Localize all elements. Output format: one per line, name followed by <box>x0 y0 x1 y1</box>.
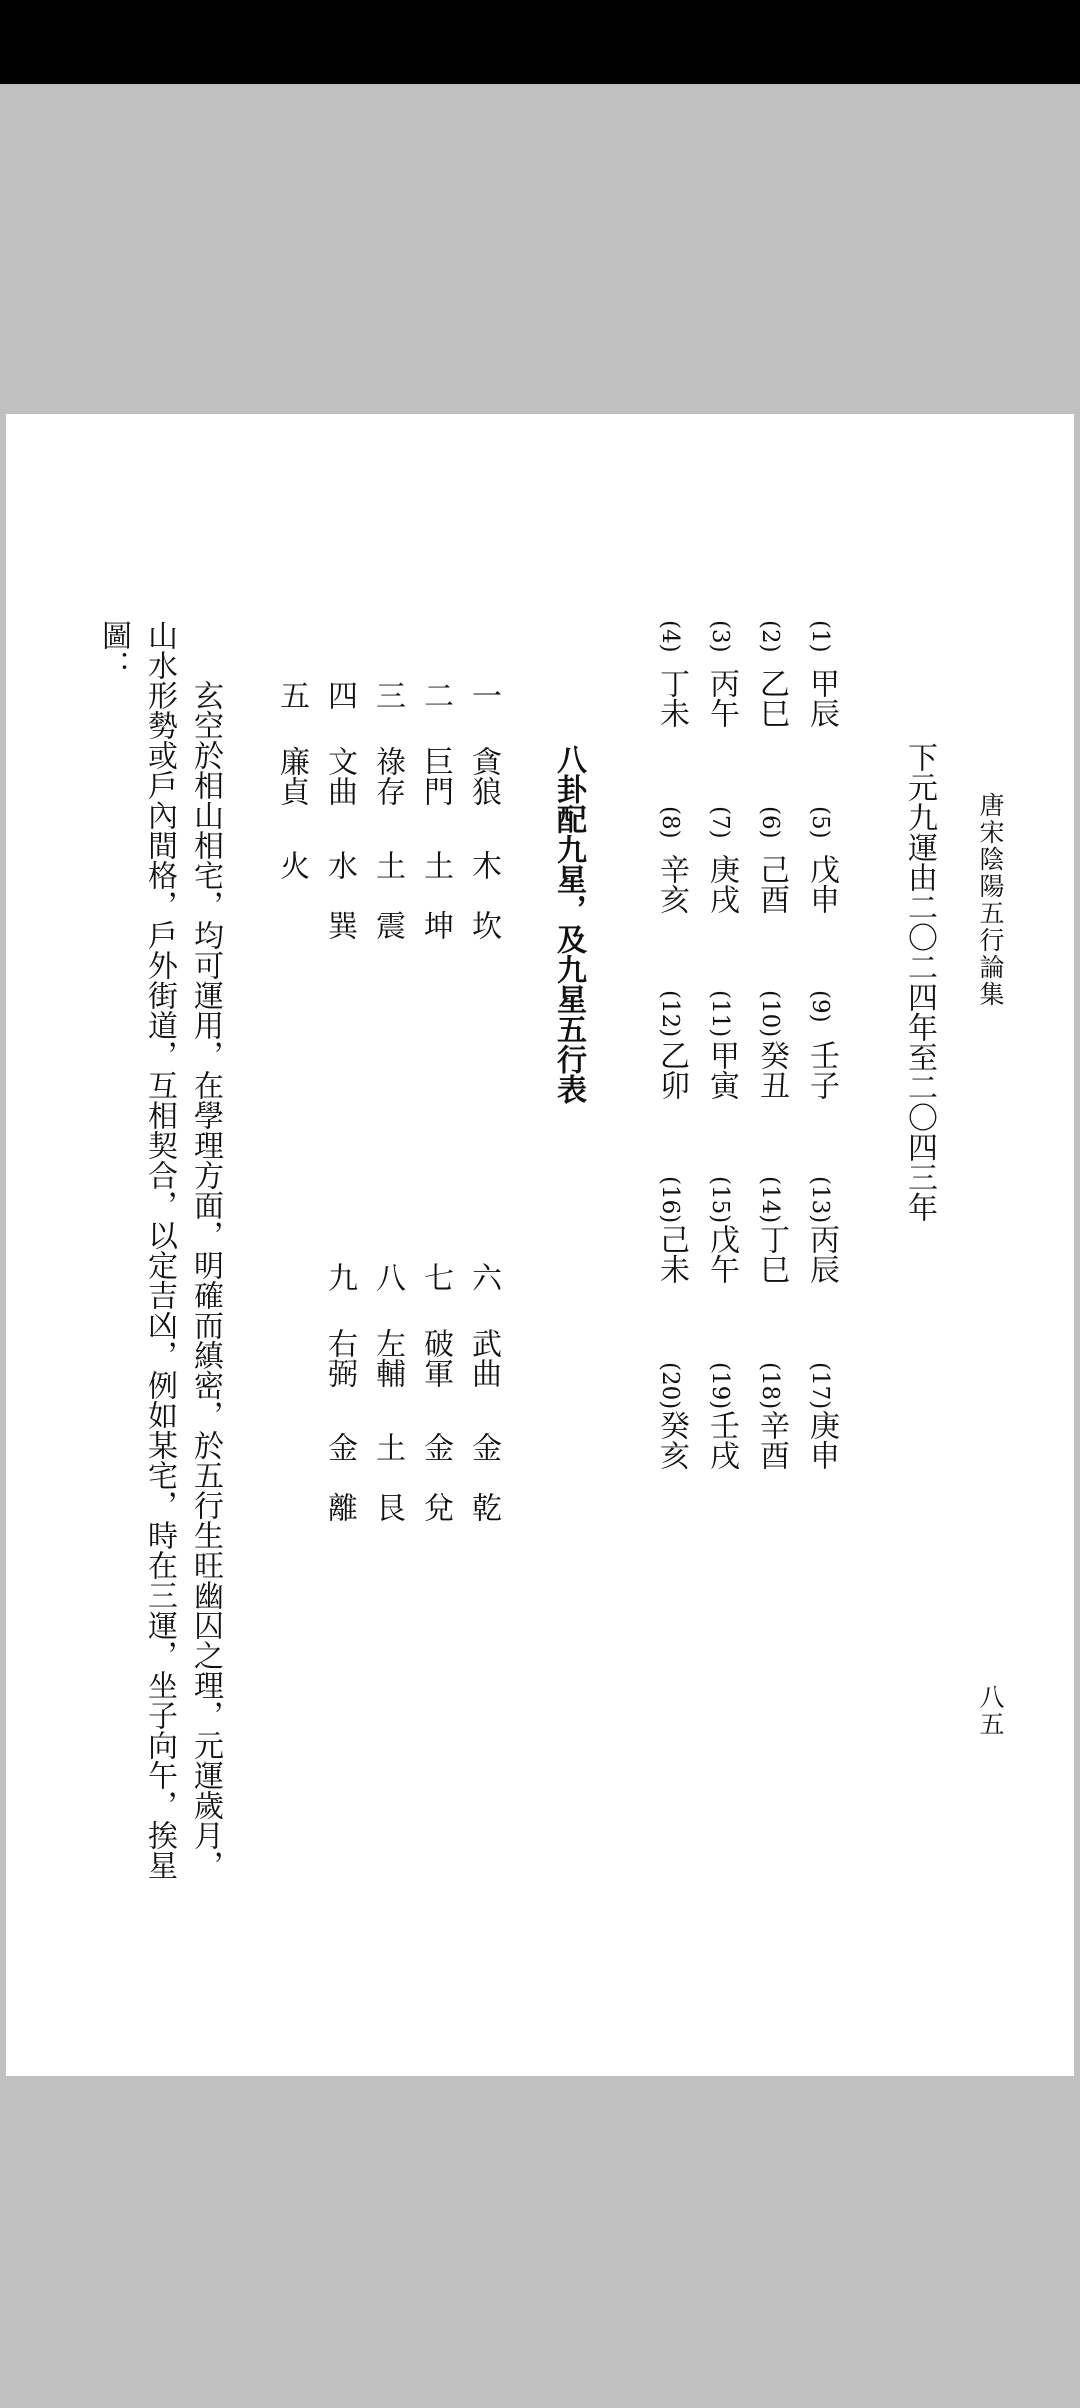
page-number: 八五 <box>976 1684 1005 1738</box>
period-number: (2) <box>757 620 783 653</box>
period-ganzhi: 壬戌 <box>704 1410 739 1470</box>
star-trigram: 震 <box>370 910 405 940</box>
period-number: (6) <box>757 806 783 839</box>
period-ganzhi: 丁未 <box>654 668 689 728</box>
star-element: 土 <box>370 850 405 880</box>
period-ganzhi: 癸亥 <box>654 1410 689 1470</box>
star-num: 四 <box>322 680 357 710</box>
star-element: 土 <box>370 1432 405 1462</box>
star-num: 五 <box>274 680 309 710</box>
book-title: 唐宋陰陽五行論集 <box>976 792 1005 1008</box>
period-number: (11) <box>707 990 733 1038</box>
period-ganzhi: 辛亥 <box>654 854 689 914</box>
star-trigram: 艮 <box>370 1492 405 1522</box>
period-ganzhi: 己酉 <box>754 854 789 914</box>
paragraph-line-2: 山水形勢或戶內間格，戶外街道，互相契合，以定吉凶，例如某宅，時在三運，坐子向午，挨星 <box>142 620 177 1880</box>
status-bar <box>0 0 1080 84</box>
period-ganzhi: 己未 <box>654 1224 689 1284</box>
period-ganzhi: 丙午 <box>704 668 739 728</box>
star-num: 六 <box>466 1262 501 1292</box>
star-name: 破軍 <box>418 1328 453 1388</box>
period-ganzhi: 戊申 <box>804 854 839 914</box>
section-title: 下元九運由二〇二四年至二〇四三年 <box>902 742 937 1222</box>
star-trigram: 乾 <box>466 1492 501 1522</box>
period-ganzhi: 辛酉 <box>754 1410 789 1470</box>
period-ganzhi: 戊午 <box>704 1224 739 1284</box>
period-number: (18) <box>757 1362 783 1410</box>
period-number: (8) <box>657 806 683 839</box>
period-ganzhi: 甲辰 <box>804 668 839 728</box>
star-num: 八 <box>370 1262 405 1292</box>
table-title: 八卦配九星，及九星五行表 <box>551 744 586 1104</box>
star-num: 二 <box>418 680 453 710</box>
period-number: (12) <box>657 990 683 1038</box>
star-trigram: 坎 <box>466 910 501 940</box>
period-ganzhi: 庚申 <box>804 1410 839 1470</box>
star-element: 土 <box>418 850 453 880</box>
star-name: 巨門 <box>418 746 453 806</box>
period-number: (17) <box>807 1362 833 1410</box>
period-number: (13) <box>807 1176 833 1224</box>
star-trigram: 兌 <box>418 1492 453 1522</box>
period-number: (15) <box>707 1176 733 1224</box>
period-number: (19) <box>707 1362 733 1410</box>
period-ganzhi: 壬子 <box>804 1040 839 1100</box>
period-number: (14) <box>757 1176 783 1224</box>
star-name: 廉貞 <box>274 746 309 806</box>
star-element: 金 <box>466 1432 501 1462</box>
star-num: 三 <box>370 680 405 710</box>
period-ganzhi: 甲寅 <box>704 1040 739 1100</box>
star-num: 七 <box>418 1262 453 1292</box>
star-name: 武曲 <box>466 1328 501 1388</box>
period-number: (9) <box>807 990 833 1023</box>
period-ganzhi: 丙辰 <box>804 1224 839 1284</box>
star-trigram: 巽 <box>322 910 357 940</box>
star-name: 文曲 <box>322 746 357 806</box>
star-element: 金 <box>322 1432 357 1462</box>
paragraph-line-1: 玄空於相山相宅，均可運用，在學理方面，明確而縝密，於五行生旺幽囚之理，元運歲月， <box>188 680 223 1880</box>
period-number: (20) <box>657 1362 683 1410</box>
document-page <box>6 414 1074 2076</box>
star-name: 祿存 <box>370 746 405 806</box>
period-ganzhi: 乙巳 <box>754 668 789 728</box>
period-number: (3) <box>707 620 733 653</box>
period-number: (1) <box>807 620 833 653</box>
star-element: 金 <box>418 1432 453 1462</box>
star-num: 九 <box>322 1262 357 1292</box>
star-name: 右弼 <box>322 1328 357 1388</box>
period-number: (7) <box>707 806 733 839</box>
star-num: 一 <box>466 680 501 710</box>
star-trigram: 離 <box>322 1492 357 1522</box>
star-element: 火 <box>274 850 309 880</box>
period-number: (4) <box>657 620 683 653</box>
star-trigram: 坤 <box>418 910 453 940</box>
period-ganzhi: 癸丑 <box>754 1040 789 1100</box>
star-element: 木 <box>466 850 501 880</box>
star-element: 水 <box>322 850 357 880</box>
period-ganzhi: 庚戌 <box>704 854 739 914</box>
period-number: (10) <box>757 990 783 1038</box>
paragraph-line-3: 圖： <box>96 620 131 680</box>
period-ganzhi: 丁巳 <box>754 1224 789 1284</box>
period-number: (16) <box>657 1176 683 1224</box>
period-number: (5) <box>807 806 833 839</box>
star-name: 左輔 <box>370 1328 405 1388</box>
star-name: 貪狼 <box>466 746 501 806</box>
period-ganzhi: 乙卯 <box>654 1040 689 1100</box>
